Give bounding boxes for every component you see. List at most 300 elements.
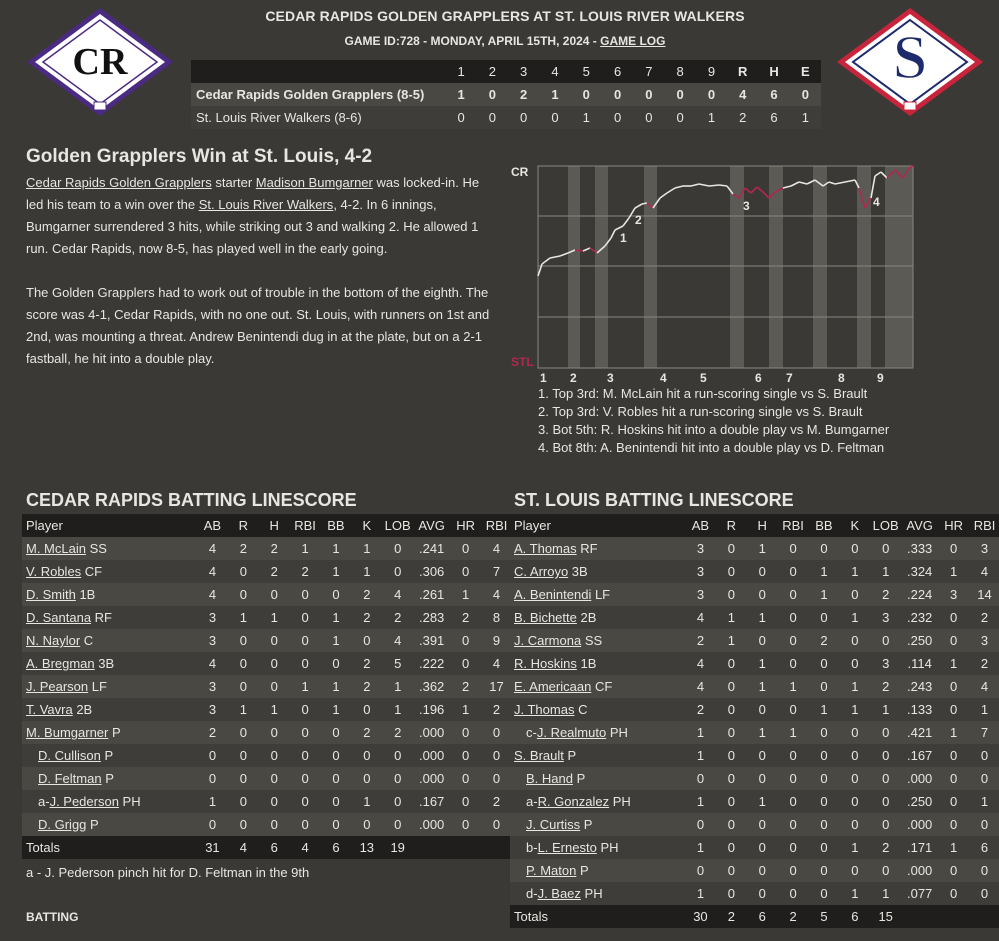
chart-segment [611, 230, 615, 238]
stat-cell: 8 [481, 606, 512, 629]
stat-cell: 0 [450, 652, 481, 675]
column-header: K [351, 514, 382, 537]
player-position: 2B [72, 702, 93, 717]
player-link[interactable]: V. Robles [26, 564, 82, 579]
stat-cell: 3 [197, 675, 228, 698]
player-cell [510, 560, 685, 583]
player-link[interactable]: J. Baez [537, 886, 581, 901]
stat-cell: 1 [382, 698, 413, 721]
stat-cell: 0 [747, 698, 778, 721]
inning-score: 0 [633, 106, 664, 129]
player-link[interactable]: D. Grigg [38, 817, 87, 832]
stat-cell: 0 [321, 813, 352, 836]
player-cell [510, 652, 685, 675]
player-link[interactable]: J. Pederson [49, 794, 119, 809]
table-row [22, 675, 512, 698]
stat-cell: 0 [870, 629, 901, 652]
chart-note: 1. Top 3rd: M. McLain hit a run-scoring single vs S. Brault [538, 386, 868, 401]
stat-cell: 0 [938, 537, 969, 560]
player-link[interactable]: E. Americaan [514, 679, 592, 694]
stat-cell: 2 [259, 560, 290, 583]
stat-cell: 0 [259, 721, 290, 744]
box-linescore [191, 60, 821, 129]
stat-cell: 0 [228, 721, 259, 744]
stat-cell: 1 [321, 675, 352, 698]
inning-score: 0 [445, 106, 476, 129]
stat-cell: 0 [321, 744, 352, 767]
stat-cell: 2 [351, 675, 382, 698]
stat-cell: 0 [809, 767, 840, 790]
stat-cell: .283 [413, 606, 450, 629]
stat-cell: 2 [870, 836, 901, 859]
chart-segment [757, 187, 763, 192]
player-position: LF [591, 587, 611, 602]
table-row [22, 767, 512, 790]
stat-cell: 0 [197, 744, 228, 767]
player-position: SS [85, 541, 107, 556]
player-cell [510, 675, 685, 698]
hits-total: 6 [758, 106, 789, 129]
stat-cell: .114 [901, 652, 938, 675]
stat-cell: 0 [938, 790, 969, 813]
stat-cell: 1 [351, 537, 382, 560]
table-row [22, 813, 512, 836]
player-cell [22, 583, 197, 606]
totals-cell: 31 [197, 836, 228, 859]
stat-cell: 0 [481, 813, 512, 836]
stat-cell: 3 [197, 698, 228, 721]
stat-cell: 0 [716, 813, 747, 836]
stat-cell: 3 [685, 560, 716, 583]
sub-prefix: b- [526, 840, 538, 855]
player-cell [510, 836, 685, 859]
stat-cell: 2 [481, 698, 512, 721]
stat-cell: 0 [259, 652, 290, 675]
chart-segment [699, 184, 709, 186]
stat-cell: 1 [747, 606, 778, 629]
inning-score: 0 [477, 106, 508, 129]
stat-cell: 0 [716, 652, 747, 675]
stat-cell: 2 [809, 629, 840, 652]
player-cell [510, 790, 685, 813]
sub-prefix: d- [526, 886, 538, 901]
table-row [510, 560, 999, 583]
player-position: P [101, 771, 114, 786]
table-row [22, 606, 512, 629]
player-link[interactable]: D. Feltman [38, 771, 102, 786]
stat-cell: 0 [778, 560, 809, 583]
stat-cell: 2 [228, 537, 259, 560]
inning-header: 9 [696, 60, 727, 83]
inning-band [885, 166, 913, 368]
runs-header: R [727, 60, 758, 83]
stat-cell: 0 [450, 744, 481, 767]
stat-cell: 0 [382, 767, 413, 790]
stat-cell: 0 [321, 790, 352, 813]
stat-cell: 0 [809, 675, 840, 698]
stat-cell: 0 [938, 744, 969, 767]
stat-cell: .133 [901, 698, 938, 721]
player-link[interactable]: M. McLain [26, 541, 86, 556]
player-link[interactable]: J. Curtiss [526, 817, 581, 832]
table-row [22, 583, 512, 606]
sub-prefix: c- [526, 725, 537, 740]
stat-cell: 0 [259, 790, 290, 813]
chart-x-labels [540, 371, 884, 385]
sub-prefix: a- [526, 794, 538, 809]
stat-cell: 1 [290, 675, 321, 698]
pitcher-link[interactable]: Madison Bumgarner [255, 175, 373, 190]
stat-cell: 0 [450, 767, 481, 790]
table-row [510, 836, 999, 859]
totals-cell: 6 [839, 905, 870, 928]
column-header: AVG [413, 514, 450, 537]
column-header: R [228, 514, 259, 537]
chart-bottom-label: STL [511, 355, 534, 369]
table-row [510, 882, 999, 905]
column-header: HR [938, 514, 969, 537]
stat-cell: 2 [382, 606, 413, 629]
inning-header: 1 [445, 60, 476, 83]
inning-score: 1 [571, 106, 602, 129]
player-position: RF [91, 610, 112, 625]
stat-cell: 4 [685, 675, 716, 698]
player-link[interactable]: B. Bichette [514, 610, 577, 625]
player-link[interactable]: J. Carmona [514, 633, 582, 648]
totals-cell [413, 836, 450, 859]
inning-score: 0 [602, 106, 633, 129]
stat-cell: 0 [481, 767, 512, 790]
stat-cell: 1 [870, 698, 901, 721]
stat-cell: 4 [197, 537, 228, 560]
player-cell [510, 583, 685, 606]
inning-header: 7 [633, 60, 664, 83]
stat-cell: 1 [450, 698, 481, 721]
player-link[interactable]: J. Thomas [514, 702, 575, 717]
inning-score: 1 [539, 83, 570, 106]
story-paragraph: The Golden Grapplers had to work out of trouble in the bottom of the eighth. The score was 4-1, Cedar Rapids, with no one out. St. Louis, with runners on 1st and 2nd, was mounting a threat. Andrew Benintendi dug in at the plate, but on a 2-1 fastball, he hit into a double play. [26, 285, 490, 366]
chart-segment [835, 182, 845, 184]
column-header: BB [809, 514, 840, 537]
stat-cell: 0 [870, 721, 901, 744]
stat-cell: 2 [351, 606, 382, 629]
stat-cell: 1 [685, 721, 716, 744]
stat-cell: 0 [870, 744, 901, 767]
stat-cell: 2 [382, 721, 413, 744]
stat-cell: 0 [839, 583, 870, 606]
table-row [22, 698, 512, 721]
table-row [510, 652, 999, 675]
stat-cell: 0 [228, 629, 259, 652]
player-link[interactable]: P. Maton [526, 863, 577, 878]
stat-cell: .000 [901, 767, 938, 790]
totals-cell: 5 [809, 905, 840, 928]
totals-cell: 4 [228, 836, 259, 859]
chart-segment [575, 250, 583, 251]
table-row [510, 629, 999, 652]
player-cell [22, 560, 197, 583]
stat-cell: 4 [382, 583, 413, 606]
totals-cell: 6 [747, 905, 778, 928]
stat-cell: 0 [938, 698, 969, 721]
opponent-link[interactable]: St. Louis River Walkers [198, 197, 334, 212]
stat-cell: 0 [716, 537, 747, 560]
stat-cell: 1 [685, 882, 716, 905]
team-link[interactable]: Cedar Rapids Golden Grapplers [26, 175, 212, 190]
cedar-rapids-logo [25, 6, 175, 118]
story-text: was locked-in. He led his team to a win over the [26, 175, 480, 212]
chart-x-label: 6 [755, 371, 762, 385]
player-link[interactable]: N. Naylor [26, 633, 81, 648]
stat-cell: 0 [481, 744, 512, 767]
stat-cell: 0 [290, 721, 321, 744]
stat-cell: 0 [259, 744, 290, 767]
stat-cell: 0 [716, 698, 747, 721]
player-link[interactable]: D. Smith [26, 587, 76, 602]
stat-cell: 1 [685, 836, 716, 859]
stat-cell: 2 [969, 652, 999, 675]
inning-header: 4 [539, 60, 570, 83]
player-link[interactable]: J. Pearson [26, 679, 89, 694]
player-position: P [563, 748, 577, 763]
table-row [510, 698, 999, 721]
totals-cell: 2 [778, 905, 809, 928]
player-position: RF [576, 541, 598, 556]
stat-cell: 0 [870, 859, 901, 882]
stat-cell: 0 [969, 813, 999, 836]
chart-note: 2. Top 3rd: V. Robles hit a run-scoring single vs S. Brault [538, 404, 863, 419]
table-row [510, 675, 999, 698]
column-header: Player [510, 514, 685, 537]
stat-cell: 1 [747, 537, 778, 560]
chart-segment [667, 188, 675, 193]
stat-cell: 0 [228, 560, 259, 583]
player-position: PH [606, 725, 628, 740]
batting-section-label: BATTING [26, 910, 79, 924]
stat-cell: 0 [382, 537, 413, 560]
hits-header: H [758, 60, 789, 83]
table-row [22, 744, 512, 767]
cr-footnote: a - J. Pederson pinch hit for D. Feltman in the 9th [26, 865, 310, 880]
stat-cell: 0 [228, 744, 259, 767]
column-header: RBI [290, 514, 321, 537]
stat-cell: 0 [716, 744, 747, 767]
player-link[interactable]: C. Arroyo [514, 564, 569, 579]
stat-cell: 1 [778, 721, 809, 744]
stat-cell: 1 [685, 790, 716, 813]
stat-cell: .000 [901, 859, 938, 882]
chart-segment [642, 203, 647, 204]
stat-cell: 0 [747, 836, 778, 859]
column-header: RBI [969, 514, 999, 537]
stat-cell: .224 [901, 583, 938, 606]
chart-grid [538, 166, 913, 368]
player-cell [510, 629, 685, 652]
stat-cell: 17 [481, 675, 512, 698]
stat-cell: 1 [839, 675, 870, 698]
stat-cell: 0 [747, 629, 778, 652]
stat-cell: 0 [938, 767, 969, 790]
player-link[interactable]: M. Bumgarner [26, 725, 109, 740]
stat-cell: 0 [290, 629, 321, 652]
stat-cell: 0 [839, 652, 870, 675]
stat-cell: 0 [938, 859, 969, 882]
table-row [510, 744, 999, 767]
player-position: P [108, 725, 121, 740]
player-position: P [572, 771, 586, 786]
stat-cell: 4 [197, 583, 228, 606]
stat-cell: .421 [901, 721, 938, 744]
stat-cell: 1 [809, 583, 840, 606]
stat-cell: 1 [228, 606, 259, 629]
stat-cell: 0 [839, 767, 870, 790]
player-link[interactable]: J. Realmuto [536, 725, 607, 740]
stat-cell: 0 [938, 882, 969, 905]
stat-cell: 1 [351, 790, 382, 813]
table-row [22, 721, 512, 744]
stat-cell: 0 [778, 836, 809, 859]
chart-x-label: 2 [570, 371, 577, 385]
player-cell [22, 629, 197, 652]
column-header: BB [321, 514, 352, 537]
player-cell [22, 652, 197, 675]
stat-cell: 2 [870, 675, 901, 698]
stat-cell: 0 [809, 859, 840, 882]
player-link[interactable]: D. Santana [26, 610, 92, 625]
inning-score: 0 [665, 106, 696, 129]
stat-cell: 0 [716, 560, 747, 583]
stat-cell: 0 [382, 813, 413, 836]
chart-segment [635, 204, 642, 208]
stat-cell: 4 [685, 606, 716, 629]
player-link[interactable]: L. Ernesto [537, 840, 597, 855]
stat-cell: .000 [901, 813, 938, 836]
table-row [510, 813, 999, 836]
player-link[interactable]: A. Thomas [514, 541, 577, 556]
stat-cell: 1 [716, 606, 747, 629]
totals-cell: 13 [351, 836, 382, 859]
player-link[interactable]: R. Hoskins [514, 656, 577, 671]
totals-cell: Totals [22, 836, 197, 859]
chart-segment [829, 182, 835, 184]
stat-cell: 0 [969, 859, 999, 882]
inning-score: 0 [696, 83, 727, 106]
stat-cell: 0 [481, 721, 512, 744]
stat-cell: 2 [290, 560, 321, 583]
stat-cell: 0 [747, 882, 778, 905]
stat-cell: 0 [809, 790, 840, 813]
game-log-link[interactable]: GAME LOG [600, 34, 666, 48]
stat-cell: 0 [197, 813, 228, 836]
column-header: Player [22, 514, 197, 537]
player-link[interactable]: A. Benintendi [514, 587, 592, 602]
stat-cell: 0 [685, 767, 716, 790]
column-header: H [747, 514, 778, 537]
stat-cell: 0 [685, 813, 716, 836]
chart-segment [691, 184, 699, 186]
stat-cell: 0 [938, 675, 969, 698]
stat-cell: 0 [290, 698, 321, 721]
inning-header: 8 [665, 60, 696, 83]
player-cell [22, 744, 197, 767]
totals-cell [969, 905, 999, 928]
chart-segment [763, 192, 769, 198]
chart-segment [875, 172, 881, 176]
stat-cell: 1 [197, 790, 228, 813]
player-link[interactable]: A. Bregman [26, 656, 95, 671]
player-link[interactable]: S. Brault [514, 748, 564, 763]
stat-cell: 1 [839, 882, 870, 905]
totals-cell: 6 [321, 836, 352, 859]
stat-cell: .261 [413, 583, 450, 606]
stat-cell: 1 [938, 836, 969, 859]
chart-segment [583, 248, 590, 251]
stat-cell: 0 [259, 629, 290, 652]
stat-cell: 0 [747, 767, 778, 790]
stat-cell: .077 [901, 882, 938, 905]
stat-cell: 3 [938, 583, 969, 606]
stat-cell: 1 [747, 675, 778, 698]
player-cell [22, 675, 197, 698]
chart-x-label: 7 [786, 371, 793, 385]
totals-cell [481, 836, 512, 859]
inning-score: 1 [445, 83, 476, 106]
stat-cell: 2 [351, 583, 382, 606]
stat-cell: 0 [716, 767, 747, 790]
player-cell [510, 813, 685, 836]
chart-lines [538, 166, 913, 276]
inning-band [568, 166, 580, 368]
chart-segment [719, 185, 727, 186]
player-position: LF [88, 679, 107, 694]
stat-cell: 3 [969, 629, 999, 652]
stat-cell: 1 [382, 675, 413, 698]
stat-cell: 0 [450, 537, 481, 560]
player-cell [22, 813, 197, 836]
stat-cell: 0 [778, 767, 809, 790]
stat-cell: 0 [321, 767, 352, 790]
stat-cell: 0 [351, 813, 382, 836]
stat-cell: 1 [321, 537, 352, 560]
stat-cell: 4 [685, 652, 716, 675]
stat-cell: 1 [938, 721, 969, 744]
player-cell [22, 606, 197, 629]
stat-cell: 0 [290, 606, 321, 629]
chart-segment [623, 218, 629, 226]
player-position: C [574, 702, 588, 717]
stat-cell: 0 [809, 606, 840, 629]
stat-cell: 7 [969, 721, 999, 744]
player-position: P [86, 817, 99, 832]
player-link[interactable]: T. Vavra [26, 702, 73, 717]
player-link[interactable]: D. Cullison [38, 748, 101, 763]
totals-cell: 30 [685, 905, 716, 928]
player-position: P [576, 863, 589, 878]
stat-cell: 0 [228, 767, 259, 790]
table-row [22, 560, 512, 583]
stat-cell: 2 [450, 675, 481, 698]
stat-cell: 4 [969, 560, 999, 583]
stat-cell: 0 [747, 560, 778, 583]
stat-cell: 0 [778, 859, 809, 882]
player-link[interactable]: R. Gonzalez [537, 794, 610, 809]
stat-cell: .243 [901, 675, 938, 698]
column-header: AB [197, 514, 228, 537]
stat-cell: 1 [747, 652, 778, 675]
stat-cell: .250 [901, 629, 938, 652]
totals-row [22, 836, 512, 859]
player-link[interactable]: B. Hand [526, 771, 573, 786]
